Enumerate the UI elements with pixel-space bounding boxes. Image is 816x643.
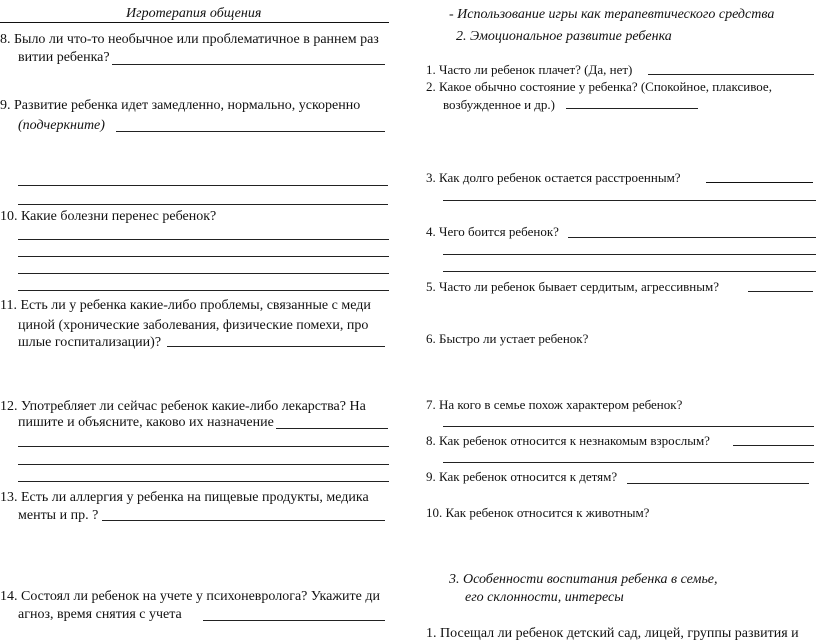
answer-line[interactable]	[748, 291, 813, 292]
answer-line[interactable]	[18, 273, 389, 274]
answer-line[interactable]	[18, 204, 388, 205]
answer-line[interactable]	[627, 483, 809, 484]
answer-line[interactable]	[566, 108, 698, 109]
right-question-2-line-2: возбужденное и др.)	[443, 97, 555, 112]
answer-line[interactable]	[18, 446, 389, 447]
answer-line[interactable]	[18, 185, 388, 186]
answer-line[interactable]	[443, 426, 814, 427]
answer-line[interactable]	[203, 620, 385, 621]
question-8-line-2: витии ребенка?	[18, 50, 110, 65]
answer-line[interactable]	[443, 200, 816, 201]
answer-line[interactable]	[18, 464, 389, 465]
right-question-8: 8. Как ребенок относится к незнакомым взрослым?	[426, 433, 710, 448]
section-3-heading-line-2: его склонности, интересы	[465, 590, 624, 605]
answer-line[interactable]	[116, 131, 385, 132]
right-question-5: 5. Часто ли ребенок бывает сердитым, агрессивным?	[426, 279, 719, 294]
question-14-line-2: агноз, время снятия с учета	[18, 607, 182, 622]
answer-line[interactable]	[648, 74, 814, 75]
question-9-line-2: (подчеркните)	[18, 118, 105, 133]
right-question-9: 9. Как ребенок относится к детям?	[426, 469, 618, 484]
question-8-line-1: 8. Было ли что-то необычное или проблематичное в раннем раз	[0, 32, 379, 47]
section-2-heading: 2. Эмоциональное развитие ребенка	[456, 29, 672, 44]
left-header-title: Игротерапия общения	[126, 6, 262, 21]
header-rule	[0, 22, 389, 23]
question-13-line-1: 13. Есть ли аллергия у ребенка на пищевые продукты, медика	[0, 490, 369, 505]
right-question-1: 1. Часто ли ребенок плачет? (Да, нет)	[426, 62, 633, 77]
question-12-line-1: 12. Употребляет ли сейчас ребенок какие-либо лекарства? На	[0, 399, 366, 414]
section-3-heading-line-1: 3. Особенности воспитания ребенка в семье,	[449, 572, 718, 587]
question-9-line-1: 9. Развитие ребенка идет замедленно, нормально, ускоренно	[0, 98, 361, 113]
answer-line[interactable]	[18, 239, 389, 240]
question-12-line-2: пишите и объясните, каково их назначение	[18, 415, 274, 430]
answer-line[interactable]	[102, 520, 385, 521]
right-question-7: 7. На кого в семье похож характером ребенок?	[426, 397, 683, 412]
right-question-10: 10. Как ребенок относится к животным?	[426, 505, 650, 520]
right-question-4: 4. Чего боится ребенок?	[426, 224, 559, 239]
right-question-3: 3. Как долго ребенок остается расстроенным?	[426, 170, 681, 185]
answer-line[interactable]	[443, 254, 816, 255]
right-question-2-line-1: 2. Какое обычно состояние у ребенка? (Спокойное, плаксивое,	[426, 79, 772, 94]
answer-line[interactable]	[568, 237, 816, 238]
answer-line[interactable]	[18, 481, 389, 482]
answer-line[interactable]	[733, 445, 814, 446]
question-14-line-1: 14. Состоял ли ребенок на учете у психоневролога? Укажите ди	[0, 589, 380, 604]
right-question-6: 6. Быстро ли устает ребенок?	[426, 331, 589, 346]
answer-line[interactable]	[167, 346, 385, 347]
question-11-line-1: 11. Есть ли у ребенка какие-либо проблемы, связанные с меди	[0, 298, 371, 313]
answer-line[interactable]	[18, 256, 389, 257]
answer-line[interactable]	[18, 290, 389, 291]
answer-line[interactable]	[443, 462, 814, 463]
section-3-question-1: 1. Посещал ли ребенок детский сад, лицей, группы развития и	[426, 626, 799, 641]
question-13-line-2: менты и пр. ?	[18, 508, 99, 523]
question-11-line-3: шлые госпитализации)?	[18, 335, 162, 350]
answer-line[interactable]	[706, 182, 813, 183]
answer-line[interactable]	[276, 428, 388, 429]
question-11-line-2: циной (хронические заболевания, физические помехи, про	[18, 318, 369, 333]
answer-line[interactable]	[112, 64, 385, 65]
question-10: 10. Какие болезни перенес ребенок?	[0, 209, 217, 224]
right-header-line: - Использование игры как терапевтического средства	[449, 7, 775, 22]
answer-line[interactable]	[443, 271, 816, 272]
